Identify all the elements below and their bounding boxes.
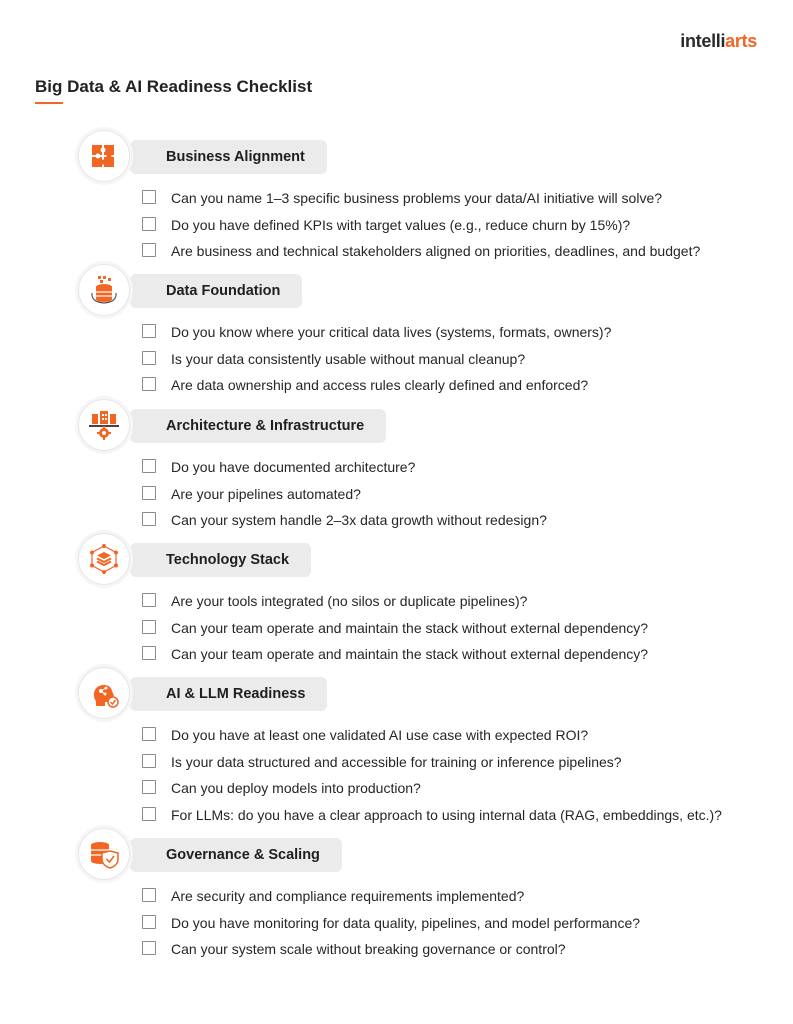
ai-head-icon: [78, 667, 130, 719]
intelliarts-logo: [680, 31, 757, 52]
title-underline: [35, 102, 63, 104]
section-heading: Data Foundation: [130, 274, 302, 308]
checkbox[interactable]: [142, 486, 156, 500]
checkbox[interactable]: [142, 190, 156, 204]
checkbox[interactable]: [142, 593, 156, 607]
checklist-item[interactable]: Can your system scale without breaking governance or control?: [78, 936, 778, 963]
checkbox[interactable]: [142, 780, 156, 794]
checklist-item[interactable]: Do you have documented architecture?: [78, 454, 778, 481]
infrastructure-gear-icon: [78, 399, 130, 451]
checkbox[interactable]: [142, 754, 156, 768]
section-heading: AI & LLM Readiness: [130, 677, 327, 711]
checkbox[interactable]: [142, 243, 156, 257]
checklist-item[interactable]: For LLMs: do you have a clear approach to using internal data (RAG, embeddings, etc.)?: [78, 802, 778, 829]
checkbox[interactable]: [142, 941, 156, 955]
logo-text-accent: arts: [725, 31, 757, 51]
section-ai-llm-readiness: [78, 667, 778, 828]
checklist-item[interactable]: Can your system handle 2–3x data growth without redesign?: [78, 507, 778, 534]
checkbox[interactable]: [142, 620, 156, 634]
section-heading: Architecture & Infrastructure: [130, 409, 386, 443]
checklist-item[interactable]: Do you have defined KPIs with target values (e.g., reduce churn by 15%)?: [78, 212, 778, 239]
checklist-item[interactable]: Do you have at least one validated AI use case with expected ROI?: [78, 722, 778, 749]
checkbox[interactable]: [142, 512, 156, 526]
checkbox[interactable]: [142, 727, 156, 741]
section-heading: Business Alignment: [130, 140, 327, 174]
checklist-item[interactable]: Is your data consistently usable without manual cleanup?: [78, 346, 778, 373]
checkbox[interactable]: [142, 351, 156, 365]
database-icon: [78, 264, 130, 316]
checklist-item[interactable]: Can your team operate and maintain the stack without external dependency?: [78, 615, 778, 642]
puzzle-icon: [78, 130, 130, 182]
checklist-item[interactable]: Do you know where your critical data lives (systems, formats, owners)?: [78, 319, 778, 346]
checklist-item[interactable]: Can you deploy models into production?: [78, 775, 778, 802]
checkbox[interactable]: [142, 915, 156, 929]
checkbox[interactable]: [142, 459, 156, 473]
section-heading: Governance & Scaling: [130, 838, 342, 872]
checkbox[interactable]: [142, 324, 156, 338]
section-architecture-infrastructure: [78, 399, 778, 534]
section-governance-scaling: [78, 828, 778, 963]
page-title: Big Data & AI Readiness Checklist: [35, 77, 313, 96]
logo-text-main: intelli: [680, 31, 726, 51]
checklist-item[interactable]: Are security and compliance requirements implemented?: [78, 883, 778, 910]
checklist-item[interactable]: Can your team operate and maintain the stack without external dependency?: [78, 641, 778, 668]
section-heading: Technology Stack: [130, 543, 311, 577]
checkbox[interactable]: [142, 646, 156, 660]
checkbox[interactable]: [142, 217, 156, 231]
section-technology-stack: [78, 533, 778, 668]
checklist-item[interactable]: Do you have monitoring for data quality, pipelines, and model performance?: [78, 910, 778, 937]
section-business-alignment: [78, 130, 778, 265]
checklist-item[interactable]: Are your tools integrated (no silos or duplicate pipelines)?: [78, 588, 778, 615]
checklist-item[interactable]: Are your pipelines automated?: [78, 481, 778, 508]
shield-database-icon: [78, 828, 130, 880]
checkbox[interactable]: [142, 807, 156, 821]
layers-network-icon: [78, 533, 130, 585]
checkbox[interactable]: [142, 377, 156, 391]
checklist-item[interactable]: Is your data structured and accessible for training or inference pipelines?: [78, 749, 778, 776]
checklist-item[interactable]: Can you name 1–3 specific business problems your data/AI initiative will solve?: [78, 185, 778, 212]
section-data-foundation: [78, 264, 778, 399]
checklist-item[interactable]: Are data ownership and access rules clearly defined and enforced?: [78, 372, 778, 399]
checklist-item[interactable]: Are business and technical stakeholders aligned on priorities, deadlines, and budget?: [78, 238, 778, 265]
checkbox[interactable]: [142, 888, 156, 902]
